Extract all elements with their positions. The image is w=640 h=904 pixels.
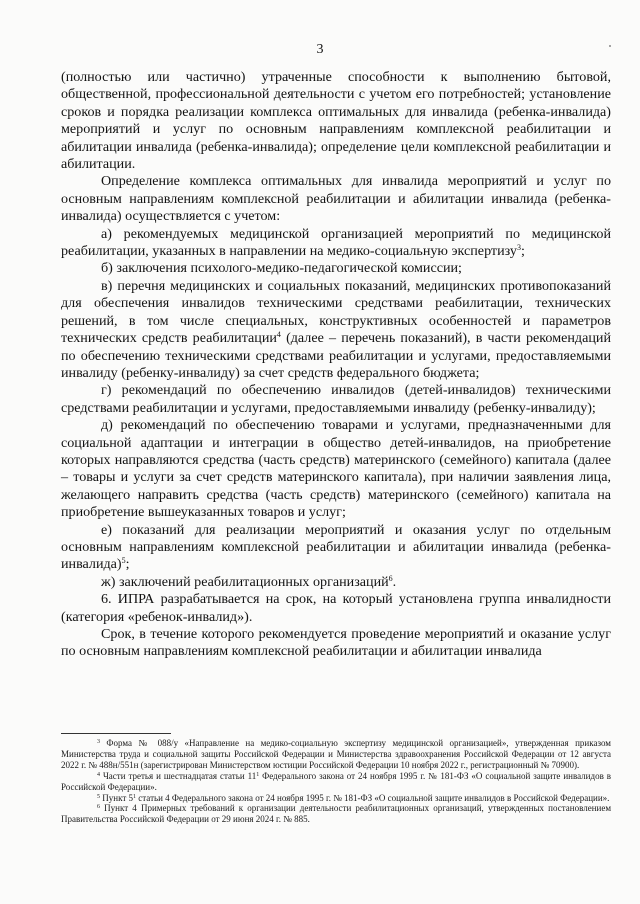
- footnote: $^3$ Форма № 088/у «Направление на медико-социальную экспертизу медицинской организацией», утвержденная приказом Министерства труда и социальной защиты Российской Федерации и Министерства здравоохранения Российской Федерации от 12 августа 2022 г. № 488н/551н (зарегистрирован Министерством юстиции Российской Федерации 10 ноября 2022 г., регистрационный № 70900).: [61, 738, 611, 770]
- paragraph: б) заключения психолого-медико-педагогической комиссии;: [101, 260, 462, 277]
- page-number: 3: [316, 42, 324, 57]
- footnote-mark: 3: [97, 739, 100, 745]
- paragraph: 6. ИПРА разрабатывается на срок, на который установлена группа инвалидности (категория «ребенок-инвалид»).: [61, 591, 611, 625]
- footnote: $^5$ Пункт $5^1$ статьи 4 Федерального закона от 24 ноября 1995 г. № 181-ФЗ «О социальной защите инвалидов в Российской Федерации».: [97, 792, 610, 803]
- paragraph: (полностью или частично) утраченные способности к выполнению бытовой, общественной, профессиональной деятельности с учетом его потребностей; установление сроков и порядка реализации комплекса оптимальных для инвалида (ребенка-инвалида) мероприятий и услуг по основным направлениям комплексной реабилитации и абилитации инвалида (ребенка-инвалида); определение цели комплексной реабилитации и абилитации.: [61, 69, 611, 173]
- paragraph: ж) заключений реабилитационных организаций$^6$.: [101, 573, 397, 590]
- footnote-ref[interactable]: 3: [516, 243, 521, 253]
- main-text: [61, 69, 611, 661]
- paragraph: а) рекомендуемых медицинской организацией мероприятий по медицинской реабилитации, указанных в направлении на медико-социальную экспертизу$^3$;: [61, 225, 611, 260]
- footnote: $^4$ Части третья и шестнадцатая статьи $11^1$ Федерального закона от 24 ноября 1995 г. № 181-ФЗ «О социальной защите инвалидов в Российской Федерации».: [61, 770, 611, 792]
- paragraph: е) показаний для реализации мероприятий и оказания услуг по отдельным основным направлениям комплексной реабилитации и абилитации инвалида (ребенка-инвалида)$^5$;: [61, 521, 611, 573]
- footnotes: [61, 738, 611, 825]
- footnote-ref[interactable]: 4: [276, 330, 281, 340]
- paragraph: Определение комплекса оптимальных для инвалида мероприятий и услуг по основным направлениям комплексной реабилитации и абилитации инвалида (ребенка-инвалида) осуществляется с учетом:: [61, 173, 611, 225]
- footnote-ref[interactable]: 5: [121, 556, 126, 566]
- footnote-mark: 4: [97, 771, 100, 778]
- footnote-ref[interactable]: 6: [388, 573, 393, 583]
- footnote-mark: 6: [97, 804, 100, 811]
- footnote-separator: [61, 733, 171, 734]
- paragraph: в) перечня медицинских и социальных показаний, медицинских противопоказаний для обеспечения инвалидов техническими средствами реабилитации, технических решений, в том числе специальных, конструктивных особенностей и параметров технических средств реабилитации$^4$ (далее – перечень показаний), в части рекомендаций по обеспечению техническими средствами реабилитации и услугами, предоставляемыми инвалиду (ребенку-инвалиду) за счет средств федерального бюджета;: [61, 277, 611, 381]
- footnote-mark: 5: [97, 793, 100, 800]
- paragraph: д) рекомендаций по обеспечению товарами и услугами, предназначенными для социальной адаптации и интеграции в общество детей-инвалидов, на приобретение которых направляются средства (часть средств) материнского (семейного) капитала (далее – товары и услуги за счет средств материнского капитала), при наличии заявления лица, желающего направить средства (часть средств) материнского (семейного) капитала на приобретение вышеуказанных товаров и услуг;: [61, 417, 611, 521]
- paragraph: г) рекомендаций по обеспечению инвалидов (детей-инвалидов) техническими средствами реабилитации и услугами, предоставляемыми инвалиду (ребенку-инвалиду);: [61, 382, 611, 416]
- footnote: $^6$ Пункт 4 Примерных требований к организации деятельности реабилитационных организаций, утвержденных постановлением Правительства Российской Федерации от 29 июня 2024 г. № 885.: [61, 803, 612, 825]
- paragraph: Срок, в течение которого рекомендуется проведение мероприятий и оказание услуг по основным направлениям комплексной реабилитации и абилитации инвалида: [61, 626, 611, 660]
- scan-speck: [609, 45, 611, 47]
